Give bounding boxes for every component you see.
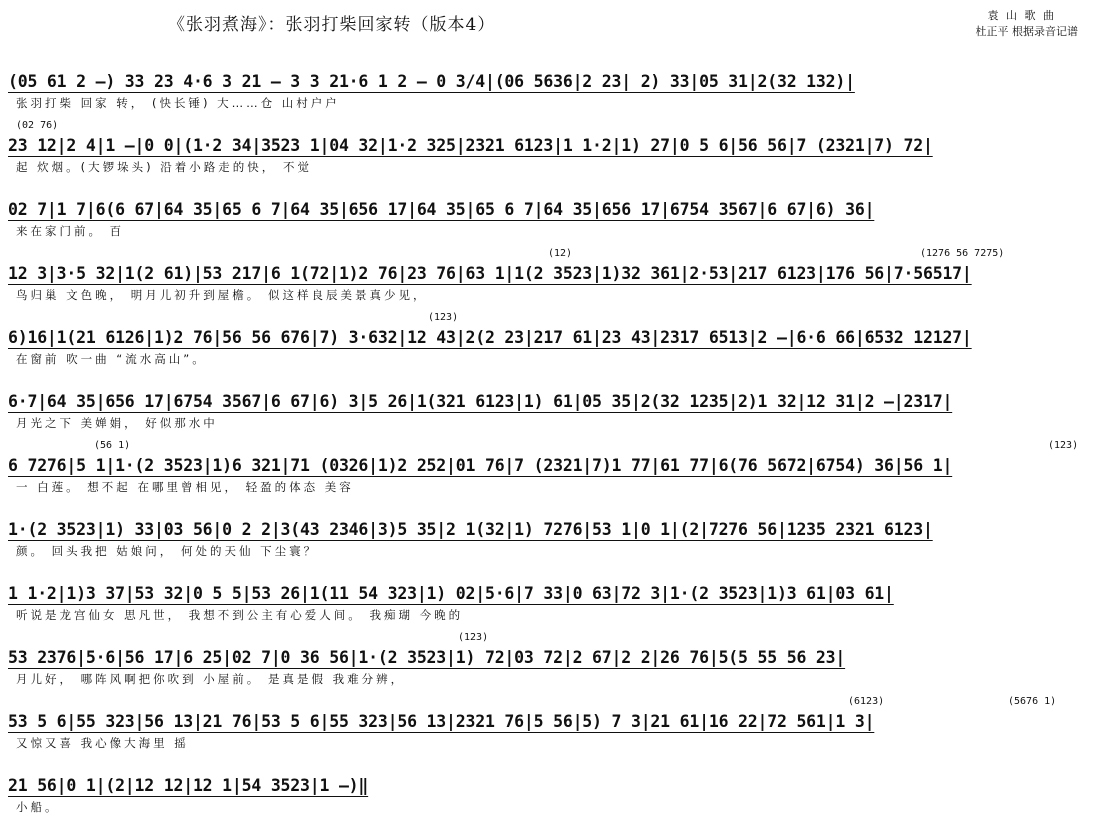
composer-name: 袁 山 歌 曲 — [987, 9, 1056, 22]
lyric-line: 小船。 — [16, 800, 60, 814]
annotation: (1276 56 7275) — [920, 248, 1005, 259]
lyric-line: 颜。 回头我把 姑娘问， 何处的天仙 下尘寰？ — [16, 544, 319, 558]
lyric-line: 月儿好， 哪阵风啊把你吹到 小屋前。 是真是假 我难分辨， — [16, 672, 406, 686]
annotation: (02 76) — [16, 120, 59, 131]
transcriber-note: 杜正平 根据录音记谱 — [975, 25, 1078, 38]
notation-line: 53 2376|5·6|56 17|6 25|02 7|0 36 56|1·(2 3523|1) 72|03 72|2 67|2 2|26 76|5(5 55 56 23| — [8, 648, 846, 667]
lyric-line: 鸟归巢 文色晚， 明月儿初升到屋檐。 似这样良辰美景真少见， — [16, 288, 428, 302]
score-credit — [976, 8, 1079, 40]
notation-line: 6·7|64 35|656 17|6754 3567|6 67|6) 3|5 26|1(321 6123|1) 61|05 35|2(32 1235|2)1 32|12 31|2 —|2317| — [8, 392, 953, 411]
notation-line: (05 61 2 —) 33 23 4·6 3 21 — 3 3 21·6 1 2 — 0 3/4|(06 5636|2 23| 2) 33|05 31|2(32 132)| — [8, 72, 855, 91]
score-system-12 — [8, 760, 1092, 824]
annotation: (5676 1) — [1008, 696, 1057, 707]
score-system-11 — [8, 696, 1092, 760]
lyric-line: 月光之下 美婵娟， 好似那水中 — [16, 416, 218, 430]
notation-line: 12 3|3·5 32|1(2 61)|53 217|6 1(72|1)2 76|23 76|63 1|1(2 3523|1)32 361|2·53|217 6123|176 56|7·56517| — [8, 264, 972, 283]
annotation: (123) — [1048, 440, 1079, 451]
score-system-8 — [8, 504, 1092, 568]
annotation: (12) — [548, 248, 573, 259]
score-system-5 — [8, 312, 1092, 376]
notation-line: 6)16|1(21 6126|1)2 76|56 56 676|7) 3·632|12 43|2(2 23|217 61|23 43|2317 6513|2 —|6·6 66|6532 12127| — [8, 328, 972, 347]
notation-line: 02 7|1 7|6(6 67|64 35|65 6 7|64 35|656 17|64 35|65 6 7|64 35|656 17|6754 3567|6 67|6) 36| — [8, 200, 875, 219]
score-title: 《张羽煮海》：张羽打柴回家转（版本4） — [168, 15, 496, 35]
score-system-7 — [8, 440, 1092, 504]
jianpu-score — [8, 56, 1092, 814]
annotation: (6123) — [848, 696, 885, 707]
score-system-3 — [8, 184, 1092, 248]
annotation: (123) — [458, 632, 489, 643]
notation-line: 1·(2 3523|1) 33|03 56|0 2 2|3(43 2346|3)5 35|2 1(32|1) 7276|53 1|0 1|(2|7276 56|1235 2321 6123| — [8, 520, 933, 539]
lyric-line: 又惊又喜 我心像大海里 摇 — [16, 736, 189, 750]
lyric-line: 一 白莲。 想不起 在哪里曾相见， 轻盈的体态 美容 — [16, 480, 354, 494]
lyric-line: 在窗前 吹一曲 “流水高山”。 — [16, 352, 207, 366]
notation-line: 23 12|2 4|1 —|0 0|(1·2 34|3523 1|04 32|1·2 325|2321 6123|1 1·2|1) 27|0 5 6|56 56|7 (2321|7) 72| — [8, 136, 933, 155]
lyric-line: 起 炊烟。(大锣垛头) 沿着小路走的快， 不觉 — [16, 160, 312, 174]
lyric-line: 来在家门前。 百 — [16, 224, 125, 238]
score-system-9 — [8, 568, 1092, 632]
score-system-2 — [8, 120, 1092, 184]
annotation: (123) — [428, 312, 459, 323]
score-system-6 — [8, 376, 1092, 440]
notation-line: 1 1·2|1)3 37|53 32|0 5 5|53 26|1(11 54 323|1) 02|5·6|7 33|0 63|72 3|1·(2 3523|1)3 61|03 61| — [8, 584, 894, 603]
score-system-4 — [8, 248, 1092, 312]
score-system-1 — [8, 56, 1092, 120]
notation-line: 21 56|0 1|(2|12 12|12 1|54 3523|1 —)‖ — [8, 776, 369, 795]
notation-line: 6 7276|5 1|1·(2 3523|1)6 321|71 (0326|1)2 252|01 76|7 (2321|7)1 77|61 77|6(76 5672|6754) 36|56 1| — [8, 456, 953, 475]
notation-line: 53 5 6|55 323|56 13|21 76|53 5 6|55 323|56 13|2321 76|5 56|5) 7 3|21 61|16 22|72 561|1 3| — [8, 712, 875, 731]
annotation: (56 1) — [94, 440, 131, 451]
page-header — [0, 0, 1100, 58]
score-system-10 — [8, 632, 1092, 696]
lyric-line: 张羽打柴 回家 转， (快长锤) 大……仓 山村户户 — [16, 96, 340, 110]
lyric-line: 听说是龙宫仙女 思凡世， 我想不到公主有心爱人间。 我痴瑚 今晚的 — [16, 608, 464, 622]
